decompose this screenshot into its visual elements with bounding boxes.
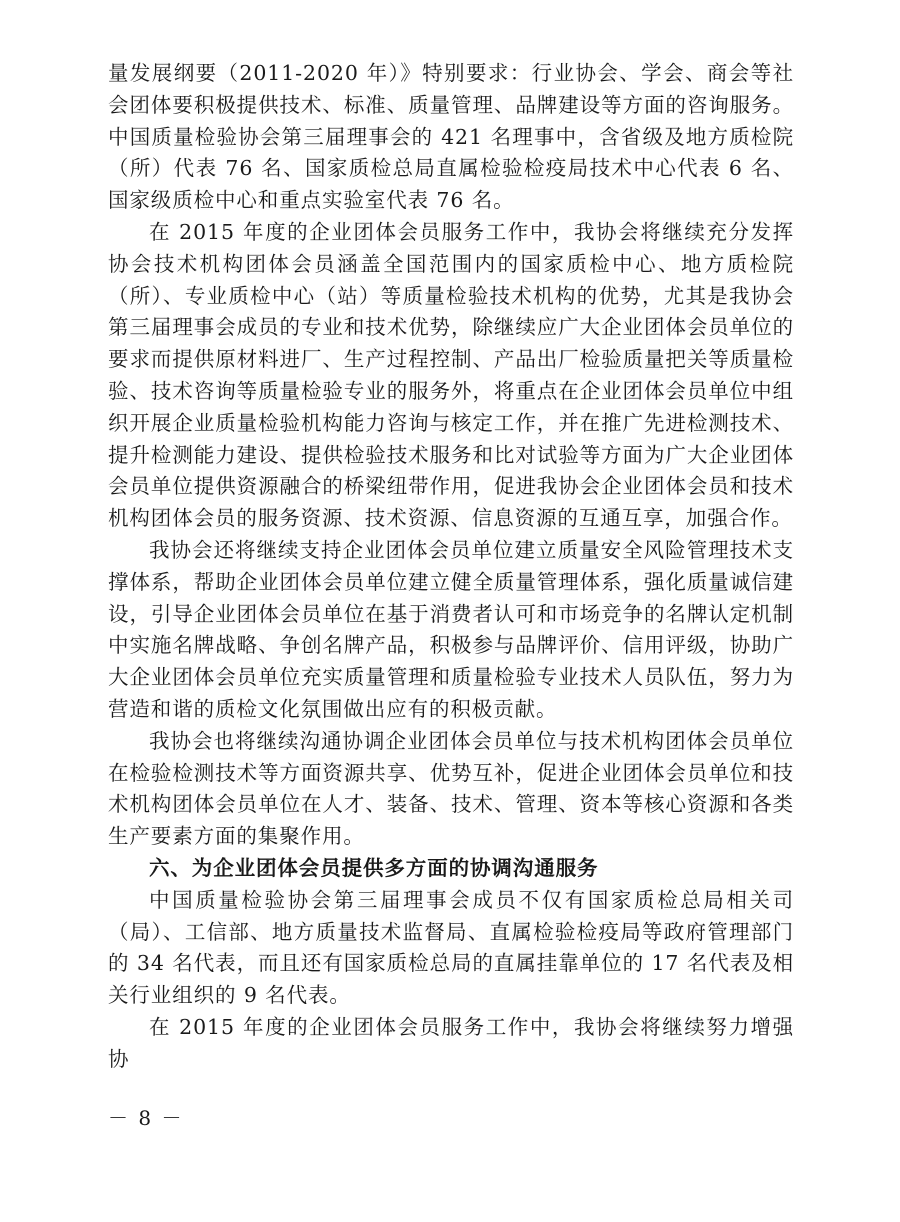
section-heading-six: 六、为企业团体会员提供多方面的协调沟通服务 [149, 855, 599, 880]
paragraph-resource-sharing: 我协会也将继续沟通协调企业团体会员单位与技术机构团体会员单位在检验检测技术等方面资源共享、优势互补，促进企业团体会员单位和技术机构团体会员单位在人才、装备、技术、管理、资本等核心资源和各类生产要素方面的集聚作用。 [108, 728, 794, 849]
paragraph-2015-coordination: 在 2015 年度的企业团体会员服务工作中，我协会将继续努力增强协 [108, 1014, 794, 1071]
paragraph-2015-technical-services: 在 2015 年度的企业团体会员服务工作中，我协会将继续充分发挥协会技术机构团体会员涵盖全国范围内的国家质检中心、地方质检院（所）、专业质检中心（站）等质量检验技术机构的优势，尤其是我协会第三届理事会成员的专业和技术优势，除继续应广大企业团体会员单位的要求而提供原材料进厂、生产过程控制、产品出厂检验质量把关等质量检验、技术咨询等质量检验专业的服务外，将重点在企业团体会员单位中组织开展企业质量检验机构能力咨询与核定工作，并在推广先进检测技术、提升检测能力建设、提供检验技术服务和比对试验等方面为广大企业团体会员单位提供资源融合的桥梁纽带作用，促进我协会企业团体会员和技术机构团体会员的服务资源、技术资源、信息资源的互通互享，加强合作。 [108, 219, 794, 531]
paragraph-council-members: 中国质量检验协会第三届理事会成员不仅有国家质检总局相关司（局）、工信部、地方质量技术监督局、直属检验检疫局等政府管理部门的 34 名代表，而且还有国家质检总局的直属挂靠单位的 17 名代表及相关行业组织的 9 名代表。 [108, 887, 794, 1008]
paragraph-quality-risk-support: 我协会还将继续支持企业团体会员单位建立质量安全风险管理技术支撑体系，帮助企业团体会员单位建立健全质量管理体系，强化质量诚信建设，引导企业团体会员单位在基于消费者认可和市场竞争的名牌认定机制中实施名牌战略、争创名牌产品，积极参与品牌评价、信用评级，协助广大企业团体会员单位充实质量管理和质量检验专业技术人员队伍，努力为营造和谐的质检文化氛围做出应有的积极贡献。 [108, 537, 794, 721]
paragraph-continuation: 量发展纲要（2011-2020 年）》特别要求：行业协会、学会、商会等社会团体要积极提供技术、标准、质量管理、品牌建设等方面的咨询服务。中国质量检验协会第三届理事会的 421 名理事中，含省级及地方质检院（所）代表 76 名、国家质检总局直属检验检疫局技术中心代表 6 名、国家级质检中心和重点实验室代表 76 名。 [108, 61, 794, 213]
document-page [108, 58, 794, 1076]
page-number: － 8 － [108, 1106, 184, 1130]
